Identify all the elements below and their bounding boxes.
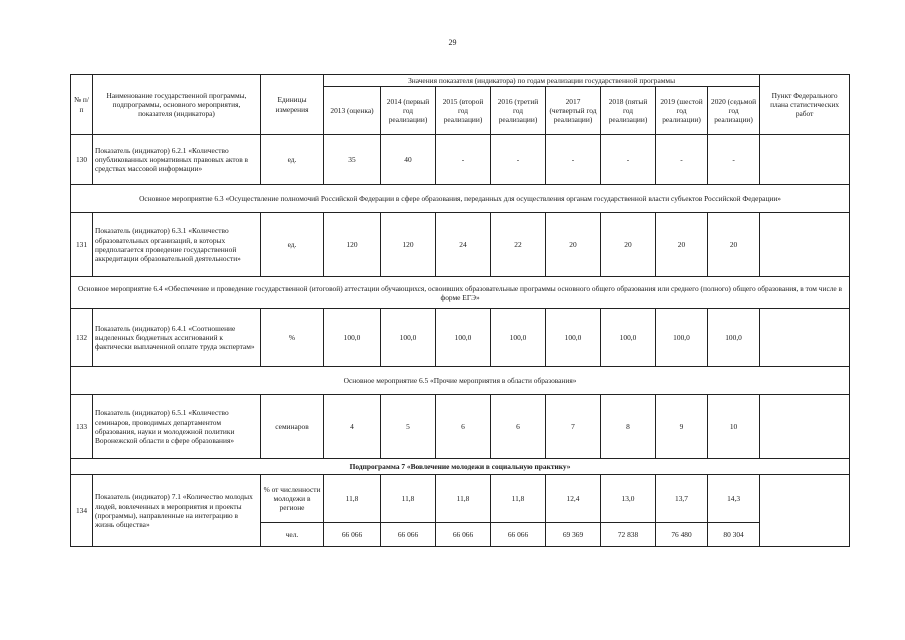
value-cell: 72 838 bbox=[601, 523, 656, 547]
value-cell: 66 066 bbox=[324, 523, 381, 547]
header-unit: Единицы измерения bbox=[261, 75, 324, 135]
federal-plan-cell bbox=[760, 395, 850, 459]
value-cell: 20 bbox=[708, 213, 760, 277]
header-values-group: Значения показателя (индикатора) по годам реализации государственной программы bbox=[324, 75, 760, 87]
section-title: Основное мероприятие 6.3 «Осуществление полномочий Российской Федерации в сфере образования, переданных для осуществления органам государственной власти субъектов Российской Федерации» bbox=[71, 185, 850, 213]
value-cell: 100,0 bbox=[708, 309, 760, 367]
value-cell: 14,3 bbox=[708, 475, 760, 523]
value-cell: 12,4 bbox=[546, 475, 601, 523]
table-row bbox=[71, 309, 850, 367]
value-cell: 40 bbox=[381, 135, 436, 185]
indicators-table bbox=[70, 74, 850, 547]
value-cell: 100,0 bbox=[601, 309, 656, 367]
value-cell: - bbox=[656, 135, 708, 185]
value-cell: 13,7 bbox=[656, 475, 708, 523]
federal-plan-cell bbox=[760, 309, 850, 367]
indicator-name: Показатель (индикатор) 6.2.1 «Количество опубликованных нормативных правовых актов в средствах массовой информации» bbox=[93, 135, 261, 185]
value-cell: 100,0 bbox=[546, 309, 601, 367]
header-year: 2016 (третий год реализации) bbox=[491, 87, 546, 135]
value-cell: - bbox=[708, 135, 760, 185]
unit-cell: чел. bbox=[261, 523, 324, 547]
value-cell: 10 bbox=[708, 395, 760, 459]
value-cell: 66 066 bbox=[381, 523, 436, 547]
value-cell: 100,0 bbox=[656, 309, 708, 367]
value-cell: 69 369 bbox=[546, 523, 601, 547]
section-row bbox=[71, 277, 850, 309]
subprogram-title: Подпрограмма 7 «Вовлечение молодежи в социальную практику» bbox=[71, 459, 850, 475]
value-cell: 20 bbox=[546, 213, 601, 277]
subprogram-row bbox=[71, 459, 850, 475]
value-cell: 20 bbox=[601, 213, 656, 277]
unit-cell: % bbox=[261, 309, 324, 367]
header-year: 2014 (первый год реализации) bbox=[381, 87, 436, 135]
value-cell: 76 480 bbox=[656, 523, 708, 547]
value-cell: 11,8 bbox=[381, 475, 436, 523]
value-cell: 11,8 bbox=[491, 475, 546, 523]
table-row bbox=[71, 213, 850, 277]
value-cell: 100,0 bbox=[491, 309, 546, 367]
indicator-name: Показатель (индикатор) 6.4.1 «Соотношение выделенных бюджетных ассигнований к фактически выплаченной оплате труда экспертам» bbox=[93, 309, 261, 367]
value-cell: 13,0 bbox=[601, 475, 656, 523]
value-cell: 5 bbox=[381, 395, 436, 459]
value-cell: - bbox=[546, 135, 601, 185]
value-cell: 100,0 bbox=[381, 309, 436, 367]
section-title: Основное мероприятие 6.5 «Прочие мероприятия в области образования» bbox=[71, 367, 850, 395]
table-row bbox=[71, 135, 850, 185]
value-cell: 4 bbox=[324, 395, 381, 459]
federal-plan-cell bbox=[760, 475, 850, 547]
value-cell: 100,0 bbox=[436, 309, 491, 367]
header-year: 2013 (оценка) bbox=[324, 87, 381, 135]
unit-cell: семинаров bbox=[261, 395, 324, 459]
value-cell: 120 bbox=[381, 213, 436, 277]
row-num: 131 bbox=[71, 213, 93, 277]
value-cell: 6 bbox=[436, 395, 491, 459]
header-name: Наименование государственной программы, подпрограммы, основного мероприятия, показателя (индикатора) bbox=[93, 75, 261, 135]
value-cell: 6 bbox=[491, 395, 546, 459]
unit-cell: ед. bbox=[261, 135, 324, 185]
row-num: 132 bbox=[71, 309, 93, 367]
value-cell: 80 304 bbox=[708, 523, 760, 547]
header-year: 2017 (четвертый год реализации) bbox=[546, 87, 601, 135]
header-year: 2018 (пятый год реализации) bbox=[601, 87, 656, 135]
row-num: 133 bbox=[71, 395, 93, 459]
section-row bbox=[71, 367, 850, 395]
federal-plan-cell bbox=[760, 213, 850, 277]
indicator-name: Показатель (индикатор) 6.5.1 «Количество семинаров, проводимых департаментом образования, науки и молодежной политики Воронежской области в сфере образования» bbox=[93, 395, 261, 459]
header-num: № п/п bbox=[71, 75, 93, 135]
value-cell: 66 066 bbox=[436, 523, 491, 547]
header-year: 2020 (седьмой год реализации) bbox=[708, 87, 760, 135]
unit-cell: % от численности молодежи в регионе bbox=[261, 475, 324, 523]
value-cell: 100,0 bbox=[324, 309, 381, 367]
value-cell: - bbox=[491, 135, 546, 185]
indicator-name: Показатель (индикатор) 6.3.1 «Количество образовательных организаций, в которых предполагается проведение государственной аккредитации образовательной деятельности» bbox=[93, 213, 261, 277]
indicator-name: Показатель (индикатор) 7.1 «Количество молодых людей, вовлеченных в мероприятия и проекты (программы), направленные на интеграцию в жизнь общества» bbox=[93, 475, 261, 547]
unit-cell: ед. bbox=[261, 213, 324, 277]
value-cell: 24 bbox=[436, 213, 491, 277]
value-cell: 66 066 bbox=[491, 523, 546, 547]
section-row bbox=[71, 185, 850, 213]
value-cell: 7 bbox=[546, 395, 601, 459]
table-row bbox=[71, 395, 850, 459]
page-number: 29 bbox=[448, 38, 457, 47]
row-num: 130 bbox=[71, 135, 93, 185]
header-year: 2019 (шестой год реализации) bbox=[656, 87, 708, 135]
header-federal-plan: Пункт Федерального плана статистических работ bbox=[760, 75, 850, 135]
section-title: Основное мероприятие 6.4 «Обеспечение и проведение государственной (итоговой) аттестации обучающихся, освоивших образовательные программы основного общего образования или среднего (полного) общего образования, в том числе в форме ЕГЭ» bbox=[71, 277, 850, 309]
table-row bbox=[71, 475, 850, 523]
value-cell: 22 bbox=[491, 213, 546, 277]
row-num: 134 bbox=[71, 475, 93, 547]
value-cell: 20 bbox=[656, 213, 708, 277]
value-cell: 11,8 bbox=[436, 475, 491, 523]
header-row bbox=[71, 75, 850, 87]
value-cell: 11,8 bbox=[324, 475, 381, 523]
value-cell: - bbox=[436, 135, 491, 185]
value-cell: 35 bbox=[324, 135, 381, 185]
value-cell: 9 bbox=[656, 395, 708, 459]
header-year: 2015 (второй год реализации) bbox=[436, 87, 491, 135]
value-cell: 120 bbox=[324, 213, 381, 277]
value-cell: 8 bbox=[601, 395, 656, 459]
value-cell: - bbox=[601, 135, 656, 185]
federal-plan-cell bbox=[760, 135, 850, 185]
